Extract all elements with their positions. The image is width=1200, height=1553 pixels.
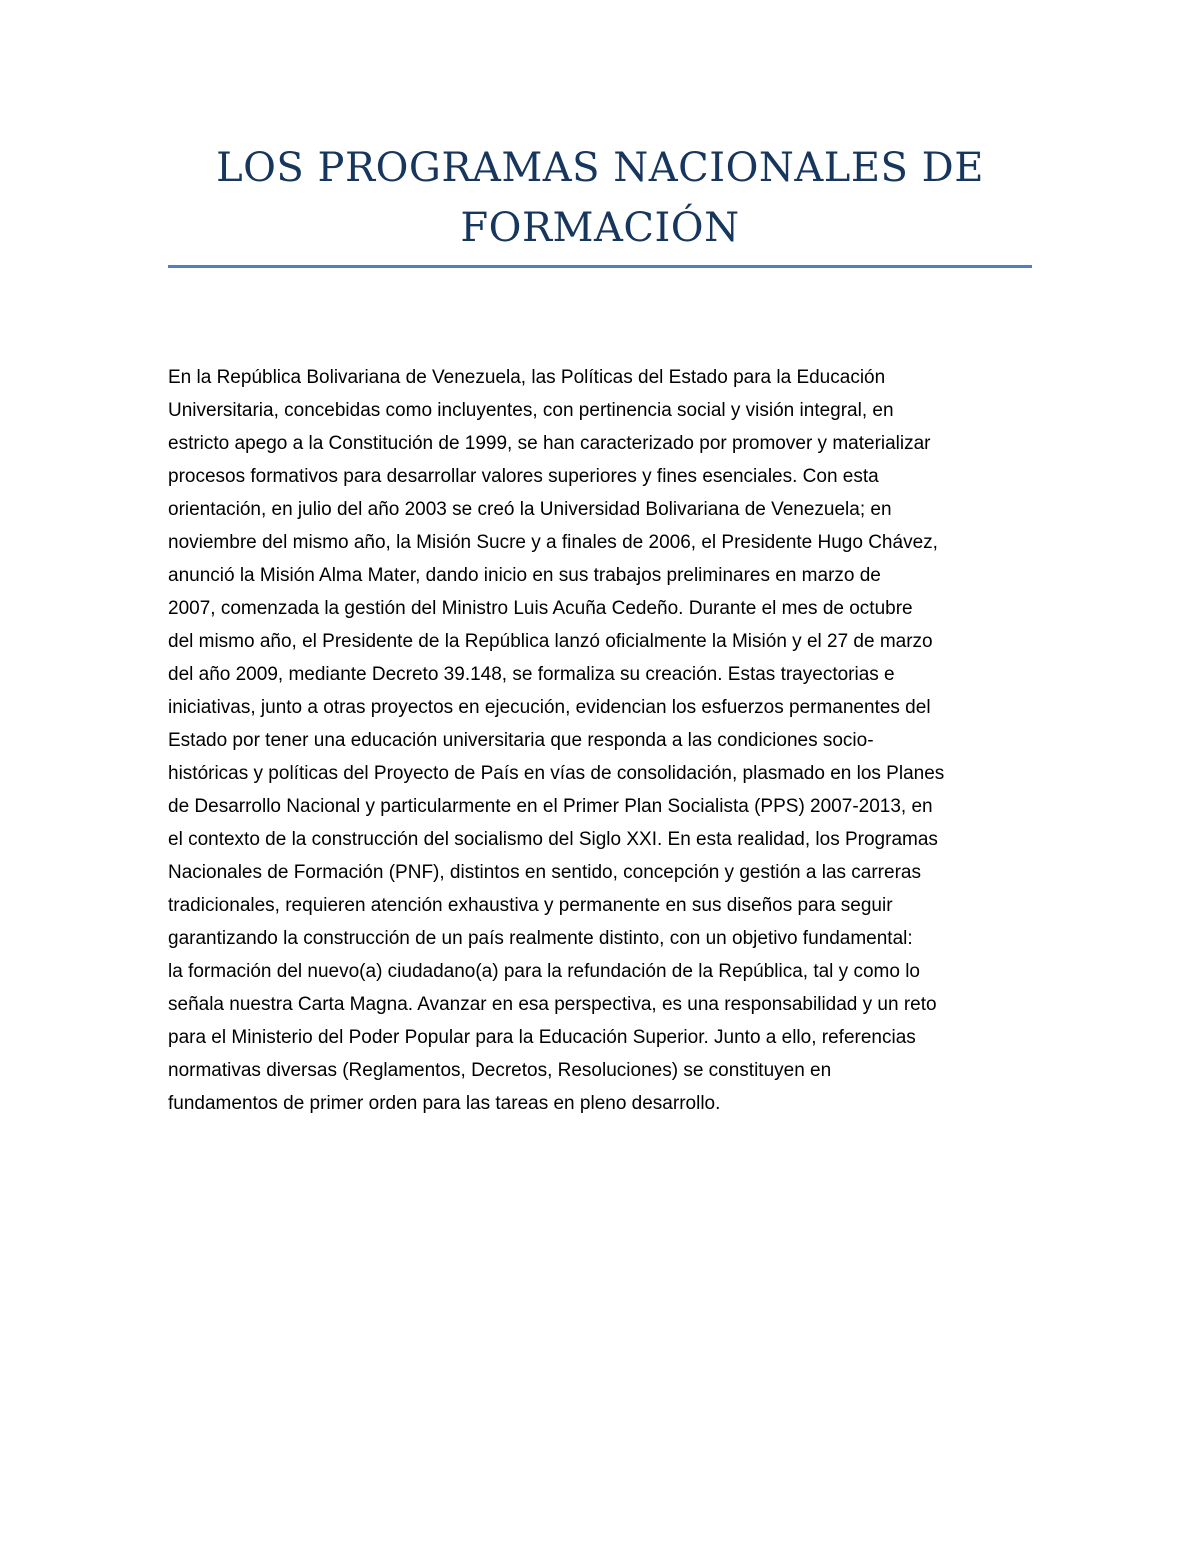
body-line: fundamentos de primer orden para las tareas en pleno desarrollo. (168, 1093, 721, 1114)
body-line: Nacionales de Formación (PNF), distintos en sentido, concepción y gestión a las carreras (168, 862, 921, 883)
body-line: señala nuestra Carta Magna. Avanzar en esa perspectiva, es una responsabilidad y un reto (168, 994, 937, 1015)
body-line: la formación del nuevo(a) ciudadano(a) para la refundación de la República, tal y como lo (168, 961, 920, 982)
body-line: 2007, comenzada la gestión del Ministro Luis Acuña Cedeño. Durante el mes de octubre (168, 598, 913, 619)
body-line: Universitaria, concebidas como incluyentes, con pertinencia social y visión integral, en (168, 400, 894, 421)
body-line: históricas y políticas del Proyecto de País en vías de consolidación, plasmado en los Planes (168, 763, 945, 784)
body-line: iniciativas, junto a otras proyectos en ejecución, evidencian los esfuerzos permanentes del (168, 697, 931, 718)
body-paragraph (168, 361, 1032, 1120)
body-line: para el Ministerio del Poder Popular para la Educación Superior. Junto a ello, referencias (168, 1027, 916, 1048)
title-underline-rule (168, 265, 1032, 268)
body-line: estricto apego a la Constitución de 1999, se han caracterizado por promover y materializar (168, 433, 931, 454)
body-line: del año 2009, mediante Decreto 39.148, se formaliza su creación. Estas trayectorias e (168, 664, 895, 685)
body-line: procesos formativos para desarrollar valores superiores y fines esenciales. Con esta (168, 466, 879, 487)
body-line: garantizando la construcción de un país realmente distinto, con un objetivo fundamental: (168, 928, 913, 949)
title-line-1: LOS PROGRAMAS NACIONALES DE (216, 145, 984, 191)
body-line: En la República Bolivariana de Venezuela, las Políticas del Estado para la Educación (168, 367, 886, 388)
body-line: noviembre del mismo año, la Misión Sucre y a finales de 2006, el Presidente Hugo Chávez, (168, 532, 938, 553)
document-title (168, 138, 1032, 258)
body-line: de Desarrollo Nacional y particularmente en el Primer Plan Socialista (PPS) 2007-2013, en (168, 796, 933, 817)
body-line: el contexto de la construcción del socialismo del Siglo XXI. En esta realidad, los Programas (168, 829, 938, 850)
body-line: Estado por tener una educación universitaria que responda a las condiciones socio- (168, 730, 874, 751)
body-line: tradicionales, requieren atención exhaustiva y permanente en sus diseños para seguir (168, 895, 893, 916)
body-line: orientación, en julio del año 2003 se creó la Universidad Bolivariana de Venezuela; en (168, 499, 892, 520)
body-line: anunció la Misión Alma Mater, dando inicio en sus trabajos preliminares en marzo de (168, 565, 881, 586)
title-line-2: FORMACIÓN (460, 205, 740, 251)
body-line: del mismo año, el Presidente de la República lanzó oficialmente la Misión y el 27 de marzo (168, 631, 933, 652)
body-line: normativas diversas (Reglamentos, Decretos, Resoluciones) se constituyen en (168, 1060, 832, 1081)
